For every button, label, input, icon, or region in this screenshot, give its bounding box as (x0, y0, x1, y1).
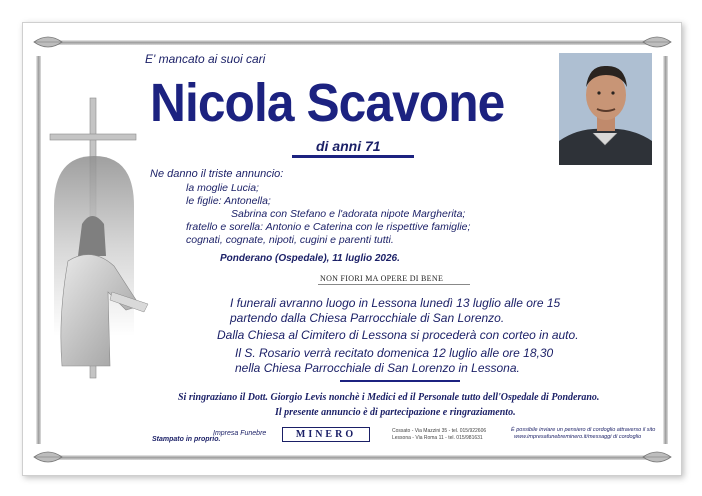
bottom-rail (56, 455, 648, 460)
jesus-praying-image (48, 96, 160, 386)
agency-label: Impresa Funebre (213, 430, 267, 437)
portrait-photo (559, 53, 652, 165)
rosary-line-1: Il S. Rosario verrà recitato domenica 12 luglio alle ore 18,30 (235, 346, 554, 360)
no-flowers-text: NON FIORI MA OPERE DI BENE (320, 274, 444, 283)
age-underline (292, 155, 414, 158)
left-rail (36, 56, 41, 444)
leaf-icon (33, 35, 63, 49)
relative-line: fratello e sorella: Antonio e Caterina con le rispettive famiglie; (186, 221, 471, 233)
procession-text: Dalla Chiesa al Cimitero di Lessona si procederà con corteo in auto. (217, 328, 579, 342)
online-note-1: È possibile inviare un pensiero di cordoglio attraverso il sito (511, 427, 656, 433)
announce-heading: Ne danno il triste annuncio: (150, 168, 284, 180)
age-text: di anni 71 (316, 138, 381, 154)
relative-line: la moglie Lucia; (186, 182, 259, 194)
relative-line: Sabrina con Stefano e l'adorata nipote Margherita; (231, 208, 466, 220)
printed-note: Stampato in proprio. (152, 436, 221, 443)
right-rail (663, 56, 668, 444)
thanks-line-1: Si ringraziano il Dott. Giorgio Levis nonchè i Medici ed il Personale tutto dell'Ospedale di Ponderano. (178, 392, 600, 403)
relative-line: le figlie: Antonella; (186, 195, 271, 207)
section-divider (340, 380, 460, 382)
rosary-line-2: nella Chiesa Parrocchiale di San Lorenzo in Lessona. (235, 361, 520, 375)
no-flowers-underline (318, 284, 470, 285)
leaf-icon (642, 35, 672, 49)
leaf-icon (642, 450, 672, 464)
place-date: Ponderano (Ospedale), 11 luglio 2026. (220, 253, 400, 264)
agency-address-2: Lessona - Via Roma 11 - tel. 015/981631 (392, 435, 483, 441)
deceased-name: Nicola Scavone (150, 73, 505, 133)
online-note-2: www.impresafunebreminero.it/messaggi di cordoglio (514, 434, 642, 440)
top-rail (56, 40, 648, 45)
funeral-line-2: partendo dalla Chiesa Parrocchiale di San Lorenzo. (230, 311, 505, 325)
intro-text: E' mancato ai suoi cari (145, 52, 266, 66)
thanks-line-2: Il presente annuncio è di partecipazione e ringraziamento. (275, 407, 516, 418)
funeral-line-1: I funerali avranno luogo in Lessona lunedì 13 luglio alle ore 15 (230, 296, 561, 310)
agency-address-1: Cossato - Via Mazzini 35 - tel. 015/922606 (392, 428, 487, 434)
agency-logo: MINERO (282, 427, 370, 442)
leaf-icon (33, 450, 63, 464)
relative-line: cognati, cognate, nipoti, cugini e parenti tutti. (186, 234, 394, 246)
